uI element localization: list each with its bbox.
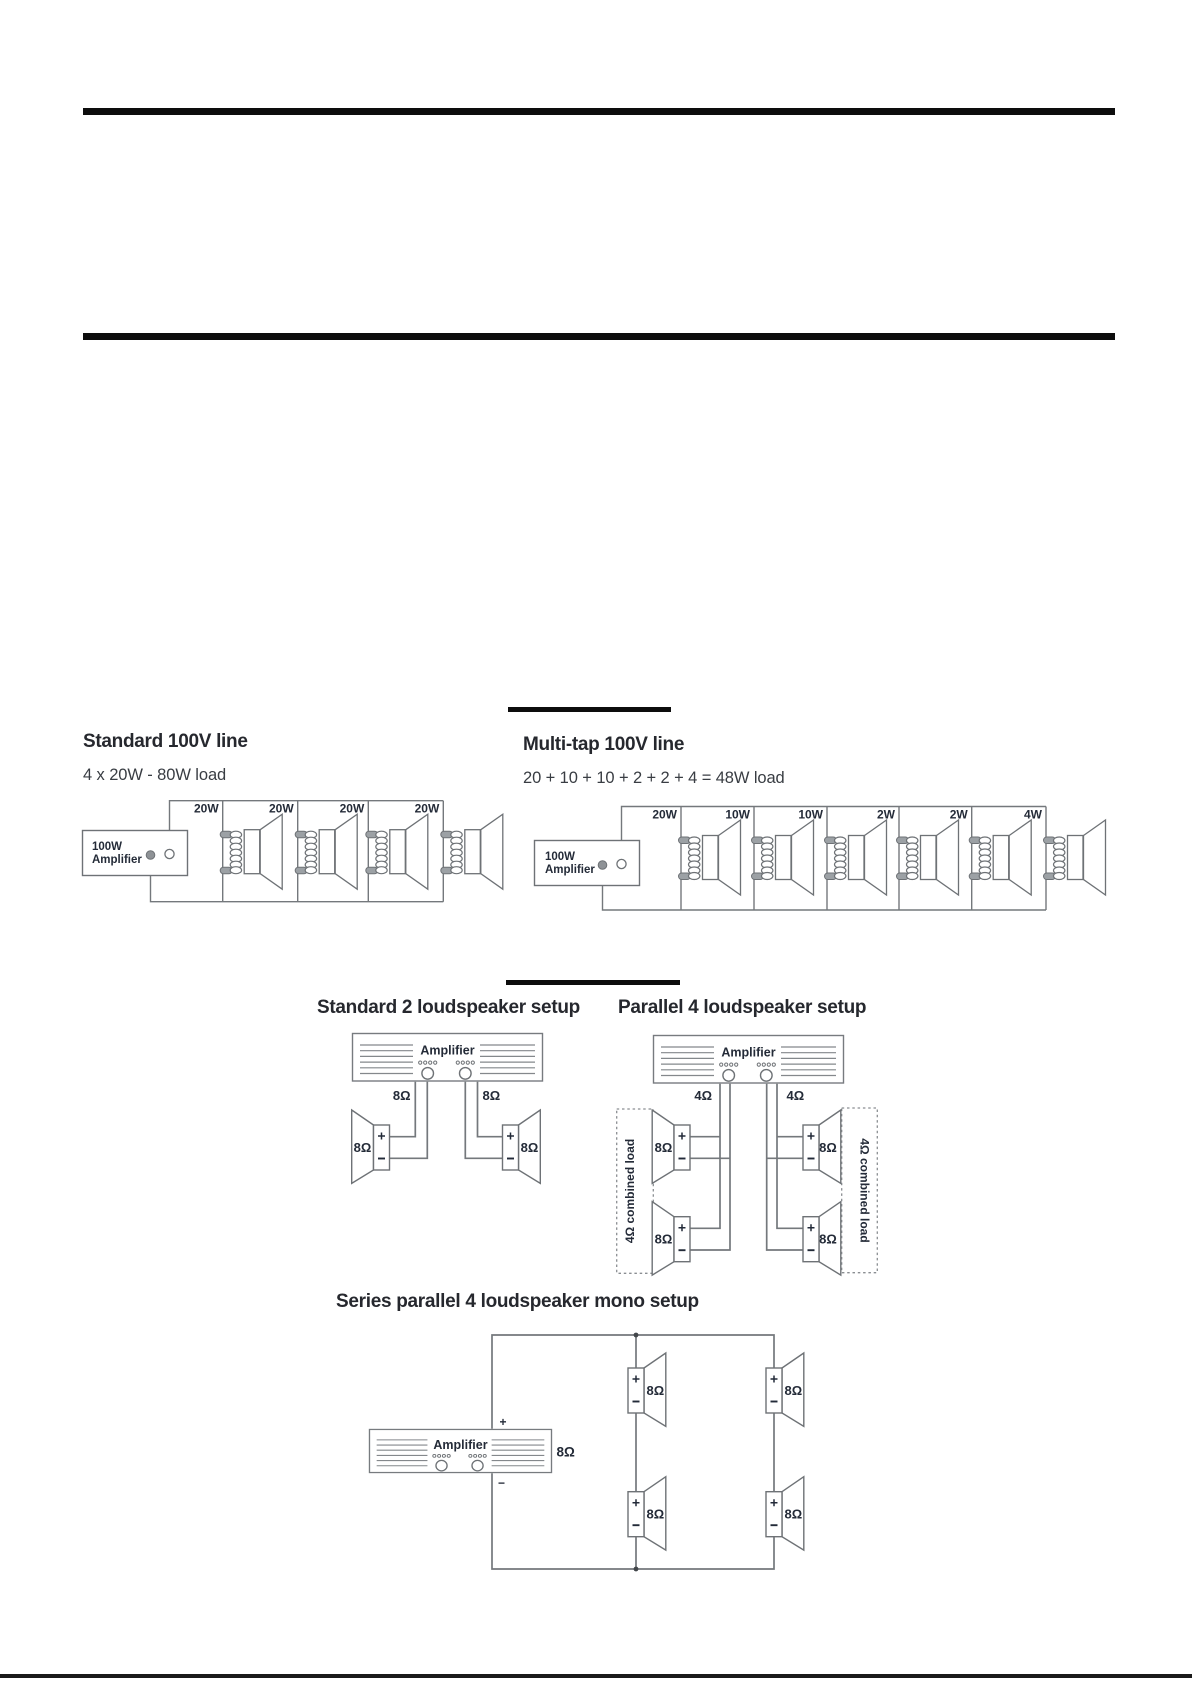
minus-terminal-label: − xyxy=(497,1476,506,1490)
wire-impedance-label: 8Ω xyxy=(482,1088,501,1103)
transformer-speaker-unit-icon xyxy=(679,820,741,895)
speaker-impedance-label: 8Ω xyxy=(520,1140,539,1155)
speaker-wires xyxy=(690,1084,803,1250)
amp-name-label: Amplifier xyxy=(721,1045,776,1060)
tap-label: 4W xyxy=(1024,807,1042,822)
tap-label: 20W xyxy=(414,801,440,816)
total-impedance-label: 8Ω xyxy=(556,1444,575,1460)
speaker-impedance-label: 8Ω xyxy=(784,1506,803,1522)
transformer-speaker-unit-icon xyxy=(1044,820,1106,895)
horizontal-rule-second xyxy=(83,333,1115,340)
title-series-parallel-setup: Series parallel 4 loudspeaker mono setup xyxy=(336,1291,699,1312)
tap-label: 20W xyxy=(194,801,219,816)
diagram-standard-100v-line xyxy=(60,790,520,920)
tap-label: 10W xyxy=(725,807,750,822)
transformer-speaker-unit-icon xyxy=(897,820,959,895)
tap-label: 20W xyxy=(652,807,677,822)
title-multitap-100v: Multi-tap 100V line xyxy=(523,734,685,755)
title-parallel-4-setup: Parallel 4 loudspeaker setup xyxy=(618,997,867,1018)
speaker-impedance-label: 8Ω xyxy=(353,1140,372,1155)
tap-label: 20W xyxy=(269,801,294,816)
tap-label: 2W xyxy=(949,807,968,822)
horizontal-rule-top xyxy=(83,108,1115,115)
transformer-speaker-unit-icon xyxy=(825,820,887,895)
amp-name-label: Amplifier xyxy=(92,854,142,866)
amplifier-100w-icon xyxy=(535,841,640,886)
amp-power-label: 100W xyxy=(545,851,576,863)
diagram-parallel-4-setup xyxy=(605,1025,890,1290)
combined-load-label-left: 4Ω combined load xyxy=(622,1138,637,1244)
title-standard-100v: Standard 100V line xyxy=(83,731,248,752)
diagram-multitap-100v-line xyxy=(520,795,1120,925)
diagram-standard-2-setup xyxy=(330,1025,560,1195)
transformer-speaker-unit-icon xyxy=(366,814,428,889)
amplifier-100w-icon xyxy=(83,831,188,876)
amp-name-label: Amplifier xyxy=(545,864,595,876)
speaker-impedance-label: 8Ω xyxy=(819,1140,837,1155)
wire-impedance-label: 8Ω xyxy=(392,1088,411,1103)
wire-impedance-label: 4Ω xyxy=(694,1088,712,1103)
speaker-impedance-label: 8Ω xyxy=(646,1506,665,1522)
plus-terminal-label: + xyxy=(499,1415,507,1429)
speaker-impedance-label: 8Ω xyxy=(646,1383,665,1398)
amp-power-label: 100W xyxy=(92,841,123,853)
tap-label: 20W xyxy=(339,801,365,816)
tap-label: 10W xyxy=(798,807,823,822)
speaker-impedance-label: 8Ω xyxy=(784,1383,803,1398)
underline-multitap-section xyxy=(508,707,671,712)
diagram-series-parallel-setup xyxy=(355,1290,815,1590)
junction-dot xyxy=(634,1333,639,1338)
amp-name-label: Amplifier xyxy=(433,1438,488,1452)
tap-label: 2W xyxy=(877,807,895,822)
subtitle-multitap-100v: 20 + 10 + 10 + 2 + 2 + 4 = 48W load xyxy=(523,769,785,787)
transformer-speaker-unit-icon xyxy=(969,820,1031,895)
speaker-impedance-label: 8Ω xyxy=(654,1231,673,1247)
subtitle-standard-100v: 4 x 20W - 80W load xyxy=(83,766,227,784)
combined-load-label-right: 4Ω combined load xyxy=(857,1138,872,1243)
amp-name-label: Amplifier xyxy=(420,1043,475,1058)
speaker-impedance-label: 8Ω xyxy=(654,1140,673,1155)
transformer-speaker-unit-icon xyxy=(220,814,282,889)
wire-impedance-label: 4Ω xyxy=(786,1088,805,1103)
horizontal-rule-bottom xyxy=(0,1674,1192,1678)
underline-lowz-section xyxy=(506,980,680,985)
transformer-speaker-unit-icon xyxy=(441,814,503,889)
transformer-speaker-unit-icon xyxy=(295,814,357,889)
transformer-speaker-unit-icon xyxy=(752,820,814,895)
speaker-impedance-label: 8Ω xyxy=(819,1231,837,1247)
title-standard-2-setup: Standard 2 loudspeaker setup xyxy=(317,997,580,1018)
junction-dot xyxy=(634,1567,639,1572)
